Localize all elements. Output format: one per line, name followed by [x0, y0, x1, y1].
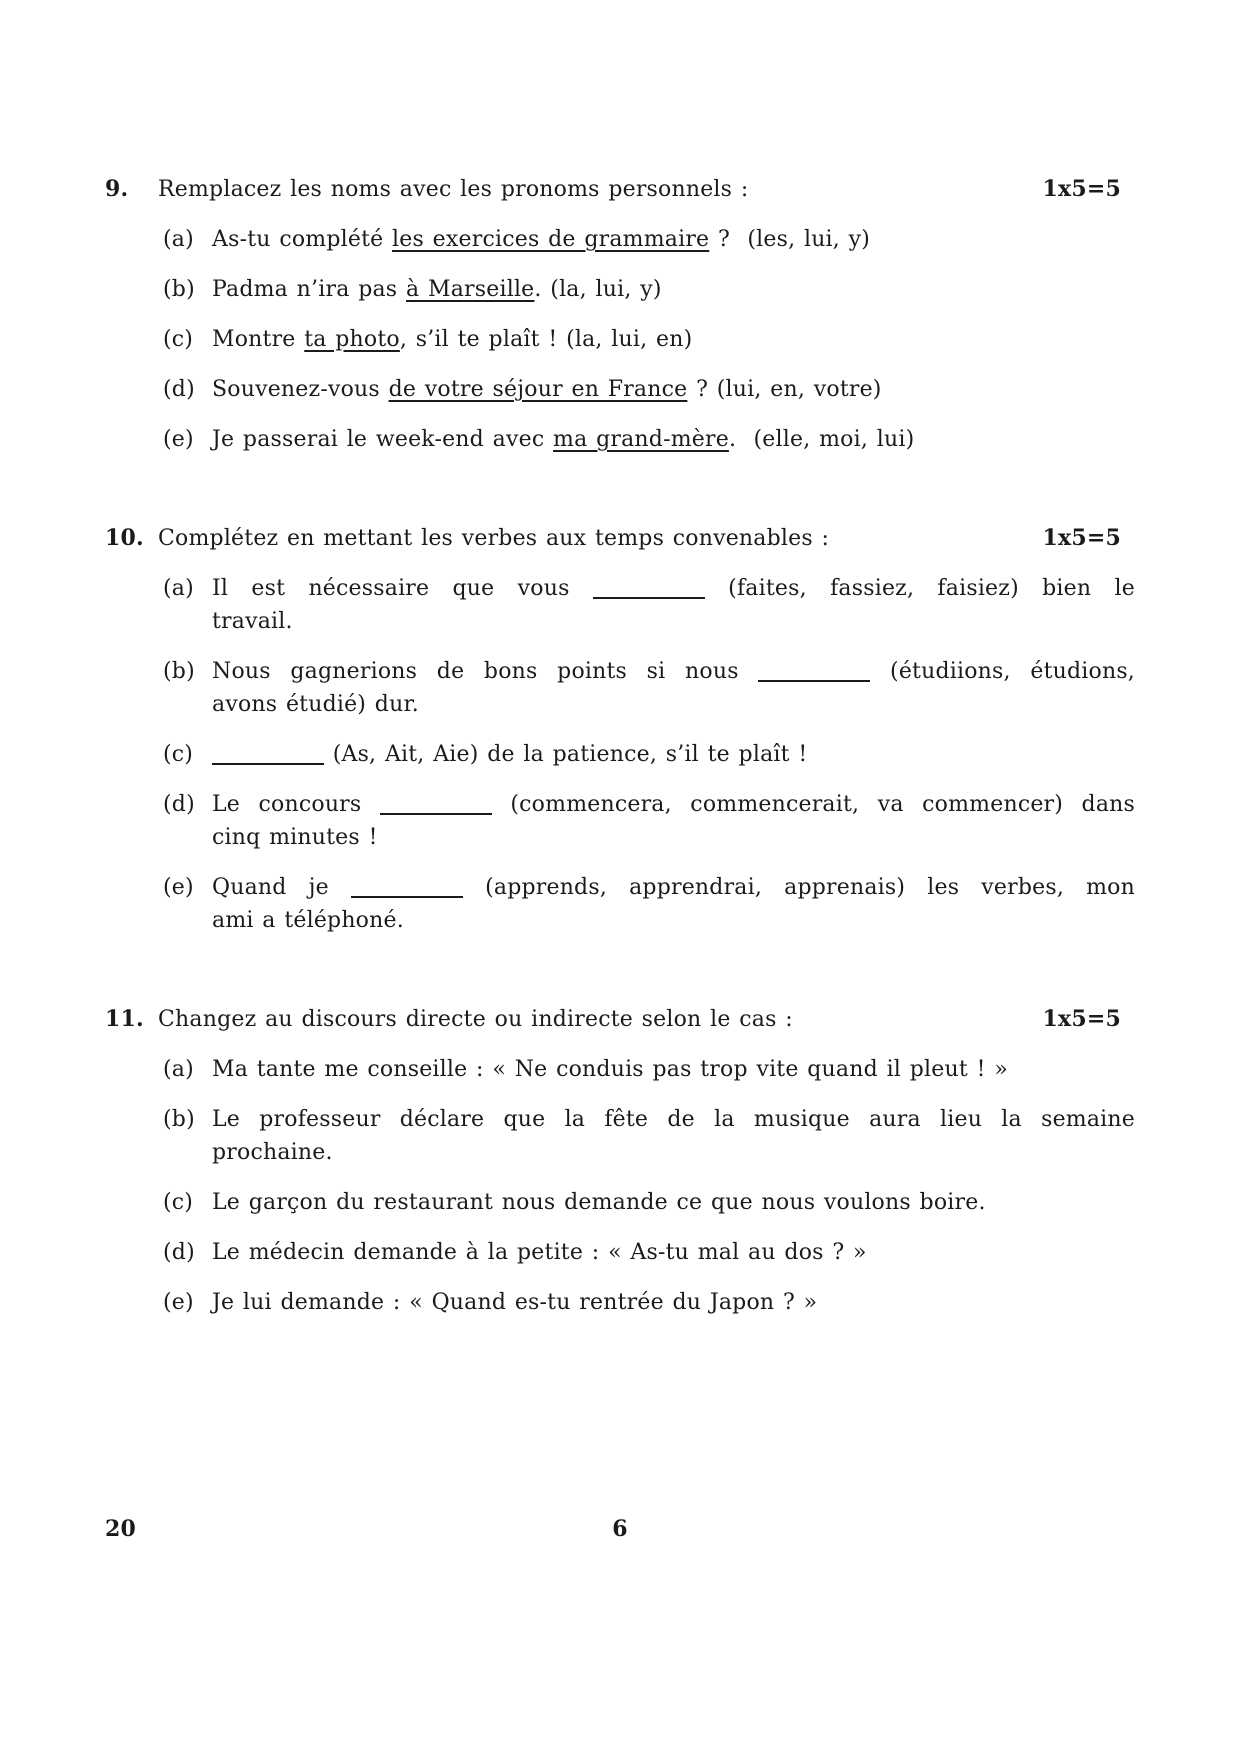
item-row — [105, 1186, 1135, 1219]
item-line — [212, 273, 1135, 306]
item-label: (b) — [163, 1107, 195, 1132]
text-run: Je passerai le week-end avec — [212, 427, 554, 452]
item-label: (b) — [163, 277, 195, 302]
question-block — [105, 173, 1135, 456]
text-run: Le concours — [212, 792, 380, 817]
text-run: As-tu complété — [212, 227, 393, 252]
item-label: (c) — [163, 1190, 194, 1215]
item-line — [212, 373, 1135, 406]
text-run: Padma n’ira pas — [212, 277, 406, 302]
text-run: (faites, fassiez, faisiez) bien le — [704, 576, 1135, 601]
text-run: Souvenez-vous — [212, 377, 389, 402]
blank-line — [380, 809, 492, 815]
underlined-phrase: les exercices de grammaire — [392, 227, 710, 252]
item-row — [105, 373, 1135, 406]
item-label: (e) — [163, 1290, 194, 1315]
item-line — [212, 871, 1135, 904]
item-text — [212, 788, 1135, 854]
item-line — [212, 323, 1135, 356]
text-run: Quand je — [212, 875, 351, 900]
question-number: 11. — [105, 1006, 144, 1032]
item-line — [212, 688, 1135, 721]
item-line — [212, 904, 1135, 937]
item-row — [105, 738, 1135, 771]
item-text — [212, 423, 1135, 456]
underlined-phrase: à Marseille — [406, 277, 535, 302]
item-row — [105, 223, 1135, 256]
item-row — [105, 1053, 1135, 1086]
text-run: ami a téléphoné. — [212, 908, 404, 933]
text-run: (étudiions, étudions, — [870, 659, 1136, 684]
page-footer — [105, 1513, 1135, 1546]
text-run: ? (les, lui, y) — [709, 227, 871, 252]
question-marks: 1x5=5 — [1042, 525, 1121, 551]
item-row — [105, 788, 1135, 854]
item-line — [212, 1186, 1135, 1219]
item-text — [212, 273, 1135, 306]
question-marks: 1x5=5 — [1042, 176, 1121, 202]
blank-line — [593, 593, 705, 599]
item-label: (e) — [163, 427, 194, 452]
item-label: (e) — [163, 875, 194, 900]
text-run: . (elle, moi, lui) — [728, 427, 915, 452]
text-run: Ma tante me conseille : « Ne conduis pas trop vite quand il pleut ! » — [212, 1057, 1008, 1082]
item-text — [212, 1103, 1135, 1169]
text-run: Le garçon du restaurant nous demande ce que nous voulons boire. — [212, 1190, 986, 1215]
underlined-phrase: ta photo — [304, 327, 400, 352]
question-number: 9. — [105, 176, 129, 202]
text-run: , s’il te plaît ! (la, lui, en) — [399, 327, 693, 352]
page-number: 6 — [612, 1516, 628, 1542]
text-run: Le professeur déclare que la fête de la musique aura lieu la semaine — [212, 1107, 1135, 1132]
question-header — [105, 1003, 1135, 1036]
text-run: (commencera, commencerait, va commencer) dans — [491, 792, 1135, 817]
item-text — [212, 871, 1135, 937]
item-text — [212, 1286, 1135, 1319]
item-label: (a) — [163, 1057, 194, 1082]
item-row — [105, 423, 1135, 456]
item-label: (d) — [163, 377, 195, 402]
item-text — [212, 1186, 1135, 1219]
item-line — [212, 1236, 1135, 1269]
item-line — [212, 605, 1135, 638]
text-run: Il est nécessaire que vous — [212, 576, 593, 601]
item-row — [105, 1236, 1135, 1269]
item-label: (c) — [163, 327, 194, 352]
item-label: (a) — [163, 227, 194, 252]
item-line — [212, 655, 1135, 688]
item-text — [212, 223, 1135, 256]
text-run: ? (lui, en, votre) — [687, 377, 882, 402]
item-line — [212, 572, 1135, 605]
item-line — [212, 788, 1135, 821]
item-row — [105, 273, 1135, 306]
item-row — [105, 655, 1135, 721]
item-line — [212, 1103, 1135, 1136]
question-prompt: Complétez en mettant les verbes aux temps convenables : — [158, 526, 830, 551]
item-line — [212, 1053, 1135, 1086]
item-label: (d) — [163, 792, 195, 817]
item-label: (d) — [163, 1240, 195, 1265]
item-row — [105, 323, 1135, 356]
item-line — [212, 738, 1135, 771]
item-text — [212, 738, 1135, 771]
text-run: (apprends, apprendrai, apprenais) les verbes, mon — [463, 875, 1135, 900]
item-text — [212, 323, 1135, 356]
questions — [105, 173, 1135, 1319]
text-run: travail. — [212, 609, 293, 634]
item-text — [212, 655, 1135, 721]
text-run: prochaine. — [212, 1140, 333, 1165]
blank-line — [758, 676, 870, 682]
question-header — [105, 173, 1135, 206]
item-text — [212, 1053, 1135, 1086]
item-row — [105, 1286, 1135, 1319]
text-run: . (la, lui, y) — [534, 277, 662, 302]
blank-line — [212, 759, 324, 765]
question-header — [105, 522, 1135, 555]
item-line — [212, 821, 1135, 854]
text-run: (As, Ait, Aie) de la patience, s’il te plaît ! — [324, 742, 808, 767]
question-block — [105, 522, 1135, 937]
text-run: avons étudié) dur. — [212, 692, 419, 717]
item-label: (c) — [163, 742, 194, 767]
item-text — [212, 373, 1135, 406]
item-row — [105, 572, 1135, 638]
question-number: 10. — [105, 525, 144, 551]
item-line — [212, 423, 1135, 456]
item-label: (a) — [163, 576, 194, 601]
text-run: cinq minutes ! — [212, 825, 378, 850]
item-text — [212, 572, 1135, 638]
question-prompt: Changez au discours directe ou indirecte selon le cas : — [158, 1007, 793, 1032]
underlined-phrase: ma grand-mère — [553, 427, 729, 452]
item-line — [212, 1286, 1135, 1319]
paper-code: 20 — [105, 1516, 137, 1542]
text-run: Montre — [212, 327, 305, 352]
item-line — [212, 1136, 1135, 1169]
text-run: Le médecin demande à la petite : « As-tu mal au dos ? » — [212, 1240, 867, 1265]
item-text — [212, 1236, 1135, 1269]
blank-line — [351, 892, 463, 898]
question-block — [105, 1003, 1135, 1319]
item-line — [212, 223, 1135, 256]
item-row — [105, 1103, 1135, 1169]
text-run: Nous gagnerions de bons points si nous — [212, 659, 759, 684]
item-label: (b) — [163, 659, 195, 684]
text-run: Je lui demande : « Quand es-tu rentrée du Japon ? » — [212, 1290, 818, 1315]
underlined-phrase: de votre séjour en France — [388, 377, 688, 402]
item-row — [105, 871, 1135, 937]
question-prompt: Remplacez les noms avec les pronoms personnels : — [158, 177, 749, 202]
question-marks: 1x5=5 — [1042, 1006, 1121, 1032]
